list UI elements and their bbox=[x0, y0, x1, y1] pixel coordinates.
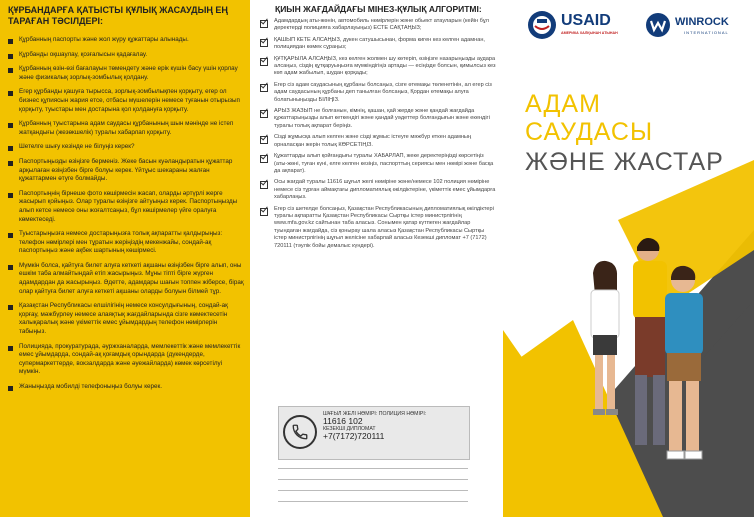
cover-title-line-3: ЖӘНЕ ЖАСТАР bbox=[525, 148, 724, 176]
list-item bbox=[0, 190, 250, 224]
list-item bbox=[0, 262, 250, 296]
list-item-text: Осы жағдай туралы 11616 шұғыл желі нөміріне және/немесе 102 полиция нөміріне немесе сіз тұрған аймақтағы дипломатиялық өкілдіктеріне, үкіметтік емес ұйымдарға хабарлаңыз. bbox=[274, 179, 496, 201]
bullet-icon bbox=[8, 54, 13, 59]
bullet-icon bbox=[8, 91, 13, 96]
list-item bbox=[260, 18, 496, 33]
list-item bbox=[260, 56, 496, 78]
note-line bbox=[278, 501, 468, 502]
list-item-text: Паспортыңызды өзіңізге берменіз. Жеке басын куәландыратын құжаттар арқылаған өзіңізбен бірге болуы керек. Үйтұыс шекараны жалған құжаттармен өтуге болмайды. bbox=[19, 157, 233, 183]
checkbox-icon bbox=[260, 135, 268, 143]
checkbox-icon bbox=[260, 109, 268, 117]
bullet-icon bbox=[8, 193, 13, 198]
checkbox-icon bbox=[260, 180, 268, 188]
youth-illustration bbox=[573, 225, 723, 485]
checkbox-icon bbox=[260, 83, 268, 91]
list-item-text: Егер құрбанды қашуға тырысса, зорлық-зомбылықпен қорқыту, егер ол бизнес құпиясын жария етсе, отбасы мүшелерін немесе туғанын отырызып қорқыту, туыстары мен достарына қол қолдануға қорқыту. bbox=[19, 88, 240, 113]
list-item bbox=[0, 143, 250, 152]
list-item bbox=[0, 158, 250, 184]
bullet-icon bbox=[8, 346, 13, 351]
list-item-text: Құрбанның паспорты және жол жүру құжаттары алынады. bbox=[19, 36, 189, 43]
list-item bbox=[0, 383, 250, 392]
list-item-text: Адамдардың аты-жөнін, автомобиль нөмірлерін және обьект атауларын (кейін бұл деректерді полицияға хабарлауыңыз) ЕСТЕ САҚТАҢЫЗ; bbox=[274, 18, 489, 32]
contact-lines bbox=[323, 411, 463, 441]
list-item-text: АРЫЗ ЖАЗЫП не болғанын, кімнің, қашан, қай жерде және қандай жағдайда құжаттарыңызды алып кеткендігі және қандай уәдеттер болғандығын және екендігі туралы толық ақпарат беріңіз. bbox=[274, 108, 490, 129]
bullet-icon bbox=[8, 161, 13, 166]
bullet-icon bbox=[8, 123, 13, 128]
note-line bbox=[278, 479, 468, 480]
phone-icon bbox=[283, 415, 317, 449]
hotline-label: ШҰҒЫЛ ЖЕЛІ НӨМІРІ: ПОЛИЦИЯ НӨМІРІ: bbox=[323, 411, 427, 417]
list-item-text: Жаныңызда мобилді телефоныңыз болуы керек. bbox=[19, 383, 163, 390]
list-item-text: Полицияда, прокуратурада, әуржханаларда, мемлекеттік және мемлекеттік емес ұйымдарда, сондай-ақ қоғамдық орындарда (дүкендерде, супермаркеттерде, вокзалдарда және әуежайларда) көмек көрсетілуі мүмкін. bbox=[19, 342, 241, 376]
list-item bbox=[0, 343, 250, 377]
bullet-icon bbox=[8, 146, 13, 151]
list-item bbox=[260, 37, 496, 52]
winrock-subtitle: INTERNATIONAL bbox=[684, 30, 729, 35]
checkbox-icon bbox=[260, 19, 268, 27]
list-item bbox=[260, 108, 496, 130]
list-item-text: Құрбанның туыстарына адам саудасы құрбанының шын мәнінде не істеп жатқандығы (жезөкшелік) туралы хабарлап қорқыту. bbox=[19, 120, 234, 136]
checkbox-icon bbox=[260, 57, 268, 65]
bullet-icon bbox=[8, 305, 13, 310]
list-item-text: Сізді жұмысқа алып келген және сізді жұмыс істеуге мәжбүр еткен адамның орналасқан жерін толық КӨРСЕТІҢІЗ. bbox=[274, 134, 472, 148]
usaid-name: USAID bbox=[561, 12, 611, 29]
diplomat-label: КЕЗЕКШІ ДИПЛОМАТ bbox=[323, 426, 376, 432]
list-item-text: Құрбанның өзін-өзі бағалауын төмендету және ерік күшін басу үшін қорлау және физикалық зорлық-зомбылық қолдану. bbox=[19, 65, 238, 81]
usaid-seal-icon bbox=[527, 10, 557, 40]
bullet-icon bbox=[8, 39, 13, 44]
list-item-text: Құжаттарды алып қойғандығы туралы ХАБАРЛАП, жеке деректеріңізді көрсетіңіз (аты-жөні, туған күні, елге келген кезіңіз, паспорттың сериясы мен нөмірі және басқа да ақпарат). bbox=[274, 153, 494, 174]
left-panel-title: ҚҰРБАНДАРҒА ҚАТЫСТЫ ҚҰЛЫҚ ЖАСАУДЫҢ ЕҢ ТАРАҒАН ТӘСІЛДЕРІ: bbox=[8, 5, 228, 26]
list-item bbox=[0, 88, 250, 114]
list-item bbox=[0, 36, 250, 45]
list-item bbox=[0, 51, 250, 60]
left-panel-list bbox=[0, 36, 250, 398]
bullet-icon bbox=[8, 386, 13, 391]
list-item bbox=[0, 230, 250, 256]
list-item bbox=[260, 206, 496, 250]
usaid-logo bbox=[527, 10, 619, 42]
winrock-name: WINROCK bbox=[675, 16, 729, 28]
cover-title-line-1: АДАМ bbox=[525, 90, 601, 118]
checkbox-icon bbox=[260, 38, 268, 46]
list-item-text: Егер сіз адам саудасының құрбаны болсаңыз, сізге өтемақы төленетінін, ал егер сіз адам саудасының құрбаны деп танылған болсаңыз, Қордан өтемақы алуға болатыныңызды БІЛІҢІЗ. bbox=[274, 81, 492, 103]
list-item-text: Мүмкін болса, қайтуға билет алуға кеткеті ақшаны өзіңізбен бірге алып, оны ешкім таба алмайтындай етіп жасырыңыз. Мұны тіпті бірге жүрген адамдардан да жасырыңыз. Әдетте, адамдары шағын топпен жіберсе, бірақ олар қайтуға билет алуға кеткеті ақшаны оларды болуын білмей тұр. bbox=[19, 261, 244, 295]
list-item-text: Құрбанды оқшаулау, қозғалысын қадағалау. bbox=[19, 50, 148, 58]
list-item bbox=[0, 120, 250, 137]
usaid-subtitle: АМЕРИКА ХАЛҚЫНАН АТЫНАН bbox=[561, 31, 618, 35]
bullet-icon bbox=[8, 233, 13, 238]
list-item-text: Шетелге шығу кезінде не білуңіз керек? bbox=[19, 143, 135, 151]
middle-panel bbox=[250, 0, 503, 517]
middle-panel-title: ҚИЫН ЖАҒДАЙДАҒЫ МІНЕЗ-ҚҰЛЫҚ АЛГОРИТМІ: bbox=[275, 4, 482, 14]
list-item bbox=[260, 153, 496, 175]
winrock-logo bbox=[643, 12, 738, 42]
list-item bbox=[260, 179, 496, 201]
winrock-globe-icon bbox=[645, 12, 671, 38]
checkbox-icon bbox=[260, 207, 268, 215]
note-lines bbox=[278, 468, 468, 512]
bullet-icon bbox=[8, 265, 13, 270]
list-item-text: Қазақстан Республикасы елшілігінің немесе консулдығының, сондай-ақ қорғау, мәжбүрлеу немесе алаяқтық жағдайларында сізге көмектесетін халықаралық және үкіметтік емес ұйымдардың телефон нөмірлерін табыңыз. bbox=[19, 302, 228, 336]
list-item-text: Туыстарыңызға немесе достарыңызға толық ақпаратты қалдырыңыз: телефон нөмірлері мен тұратын жеріңіздің мекенжайы, сондай-ақ паспортыңыз және ақбек шартының көшірмесі. bbox=[19, 230, 223, 255]
list-item-text: Егер сіз шетелде болсаңыз, Қазақстан Республикасының дипломатиялық өкілдіктері туралы ақпаратты Қазақстан Республикасы Сыртқы істер министрлігінің www.mfa.gov.kz сайтынан таба аласыз. Сонымен қатар күтпеген жағдайлар туындаған жағдайда, сіз қонырау шала аласыз Қазақстан Республикасы Сыртқы істер министрлігінің шұғыл желісіне хабарлай аласыз Кезекші дипломат +7 (7172) 720111 (тәулік бойы демалыс күндері). bbox=[274, 205, 494, 249]
note-line bbox=[278, 468, 468, 469]
left-panel-header bbox=[0, 0, 250, 31]
left-panel bbox=[0, 0, 250, 517]
list-item bbox=[260, 134, 496, 149]
diplomat-value: +7(7172)720111 bbox=[323, 431, 385, 441]
list-item-text: ҚАШЫП КЕТЕ АЛСАҢЫЗ, дүкен сатушысынан, форма киген кез келген адамнан, полициядан көмек сұраңыз; bbox=[274, 36, 485, 51]
list-item-text: ҚҰТҚАРЫЛА АЛСАҢЫЗ, кез келген жолмен шу көтеріп, өзіңізге назарыңызды аудара алсаңыз, сіздің құтқаруыңызға мүмкіндігіңіз артады — есіңізде болсын, қимылсыз кез көп адам жабылып, шудан қорқады; bbox=[274, 55, 496, 77]
list-item bbox=[260, 82, 496, 104]
bullet-icon bbox=[8, 68, 13, 73]
hotline-value: 11616 102 bbox=[323, 416, 363, 426]
list-item-text: Паспортыңнің бірнеше фото көшірмесін жасап, оларды әртүрлі жерге жасырып қойыңыз. Олар туралы өзіңізге айтуыңыз керек. Паспортыңызды алып кетсе немесе оны жоғалтсаңыз, бұл көшірмелер үйге оралуға көмектеседі. bbox=[19, 189, 238, 223]
cover-panel bbox=[503, 0, 754, 517]
note-line bbox=[278, 490, 468, 491]
contact-box bbox=[278, 406, 470, 460]
checkbox-icon bbox=[260, 154, 268, 162]
list-item bbox=[0, 302, 250, 336]
list-item bbox=[0, 65, 250, 82]
cover-title-line-2: САУДАСЫ bbox=[525, 118, 654, 146]
algorithm-list bbox=[260, 18, 496, 254]
